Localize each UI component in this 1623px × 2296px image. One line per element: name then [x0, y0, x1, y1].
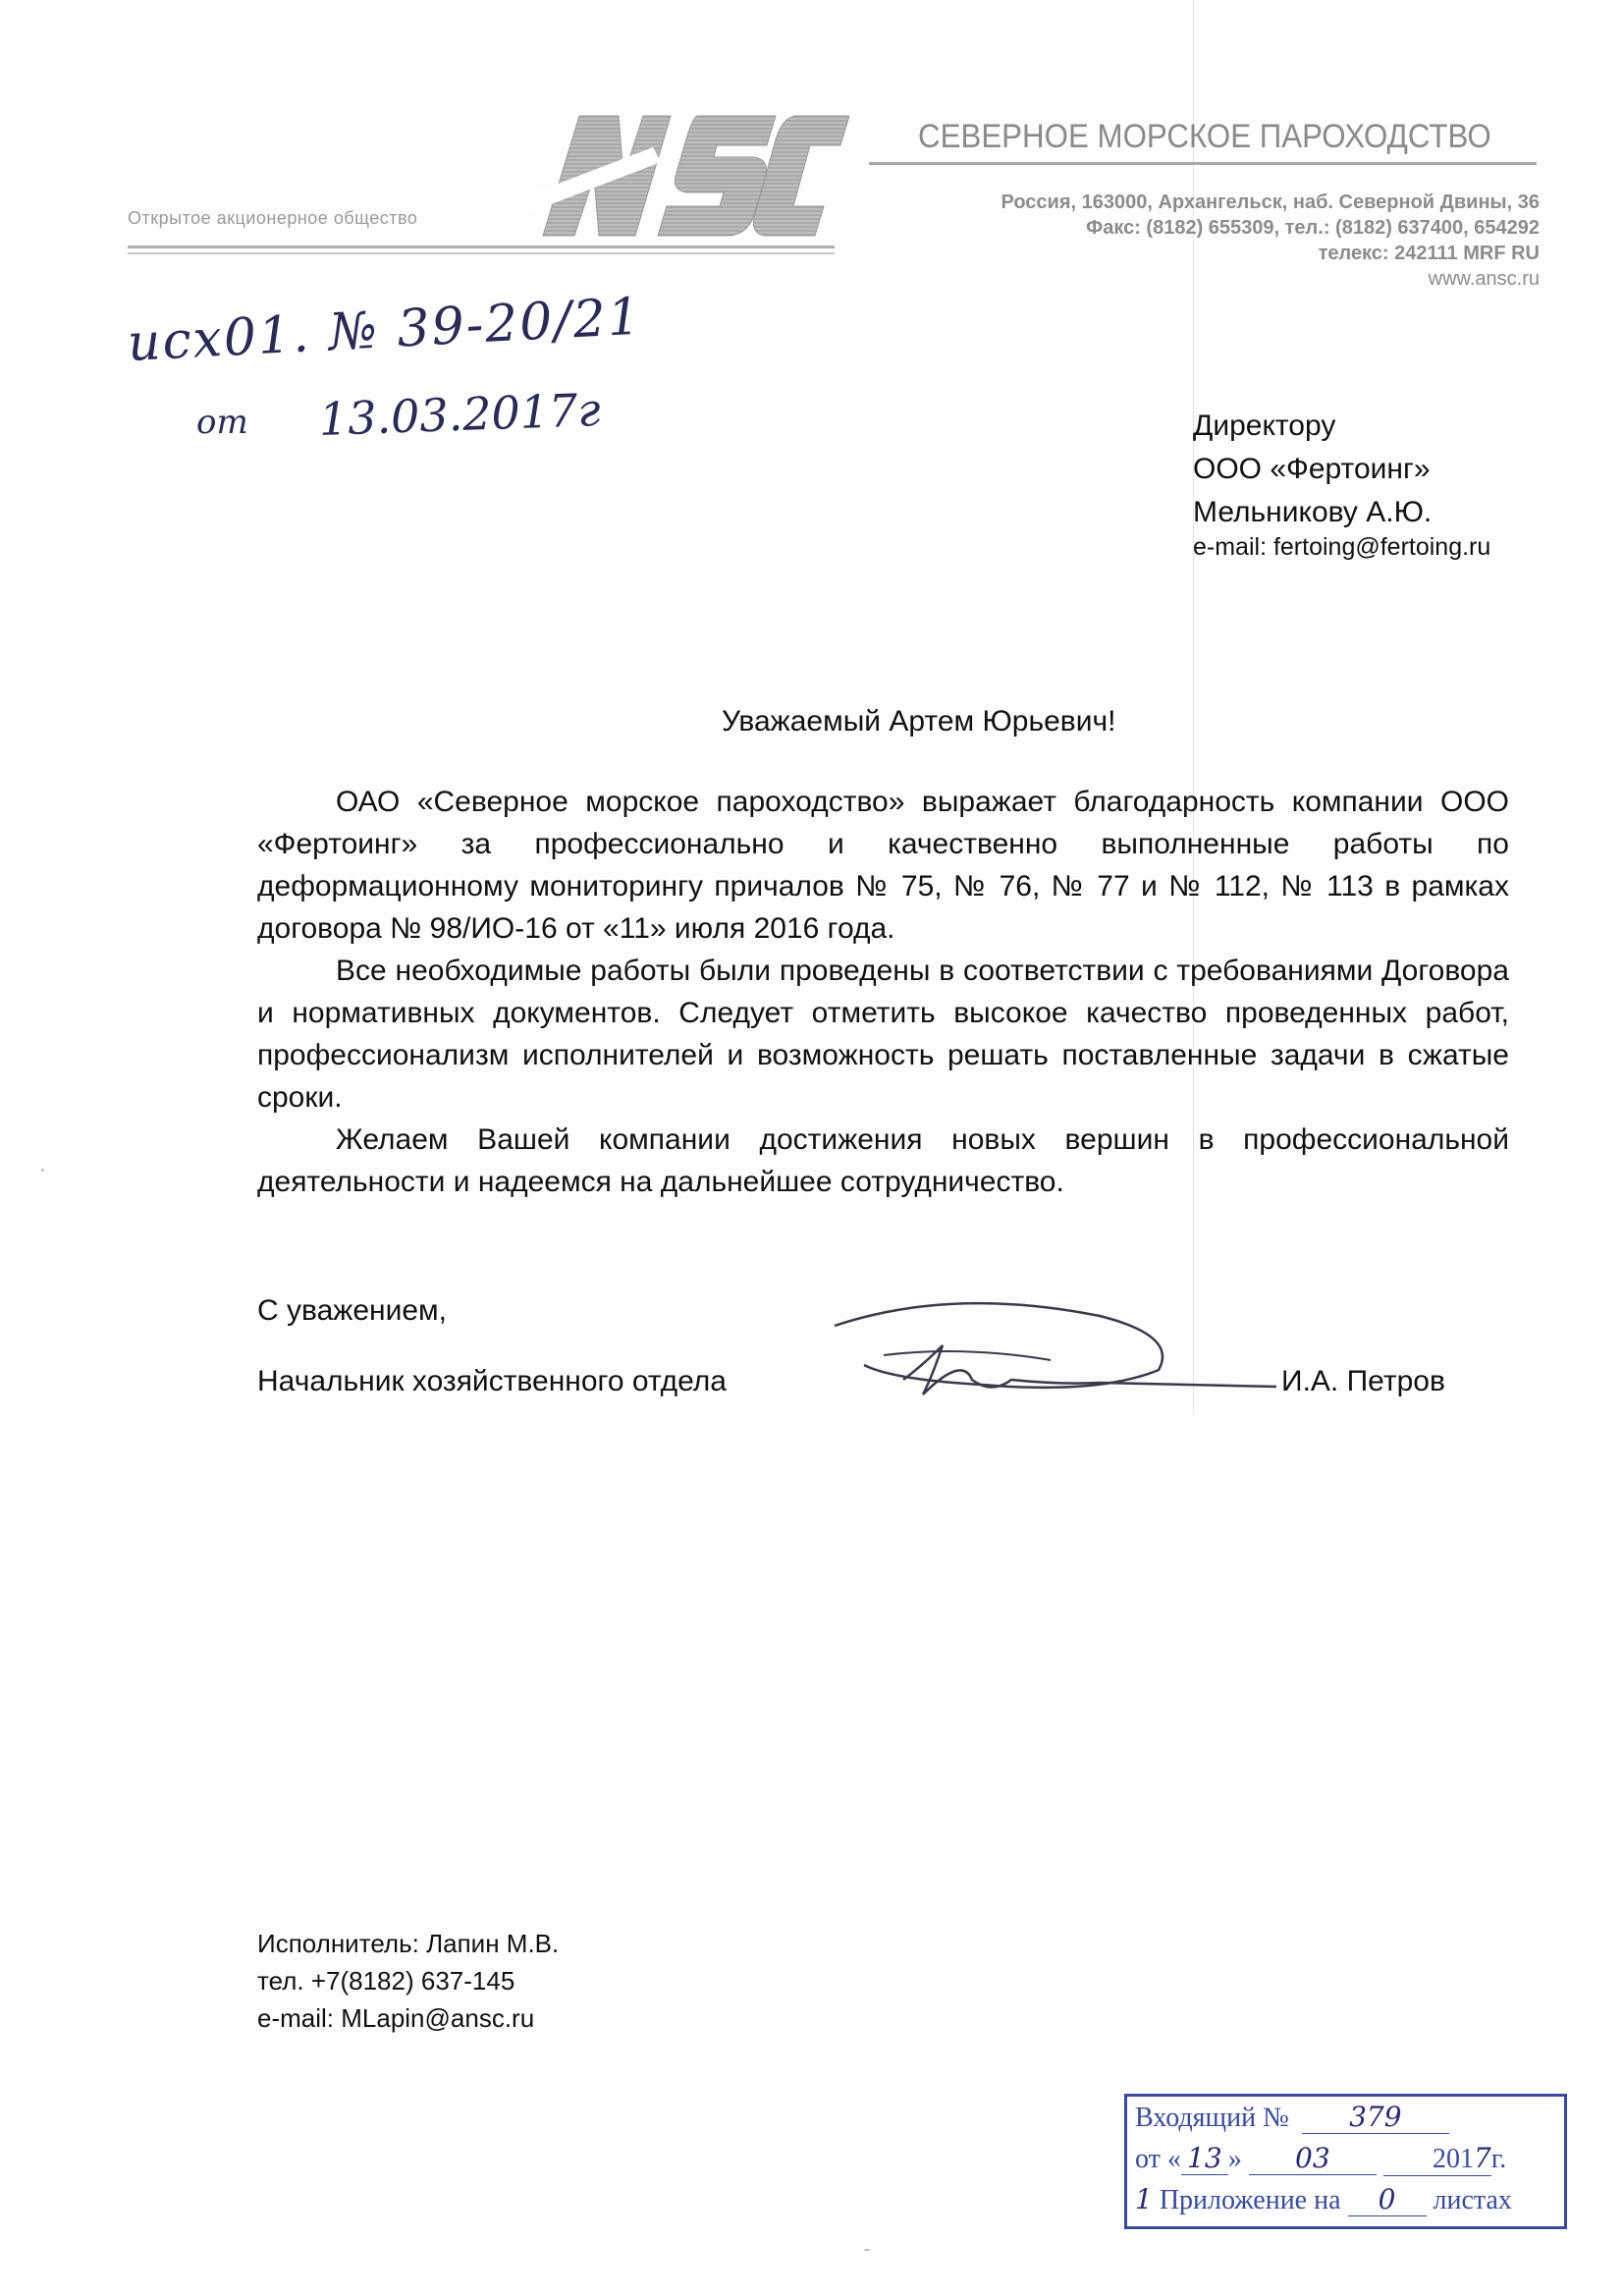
performer-email: e-mail: MLapin@ansc.ru — [257, 2003, 535, 2033]
signer-name: И.А. Петров — [1281, 1365, 1445, 1397]
header-divider — [128, 246, 835, 248]
company-website: www.ansc.ru — [1428, 268, 1540, 290]
stamp-attachment-count: 1 — [1135, 2183, 1153, 2215]
stamp-sheets-label: листах — [1433, 2185, 1512, 2215]
company-name-underline — [869, 162, 1537, 165]
letter-body — [257, 781, 1509, 1203]
salutation: Уважаемый Артем Юрьевич! — [722, 705, 1116, 738]
nsc-logo — [525, 108, 849, 241]
handwritten-date-prefix: от — [196, 403, 248, 442]
body-paragraph: ОАО «Северное морское пароходство» выражает благодарность компании ООО «Фертоинг» за профессионально и качественно выполненные работы по деформационному мониторингу причалов № 75, № 76, № 77 и № 112, № 113 в рамках договора № 98/ИО-16 от «11» июля 2016 года. — [257, 786, 1509, 945]
company-telex: телекс: 242111 MRF RU — [1318, 243, 1540, 264]
stamp-date-line — [1135, 2142, 1506, 2176]
recipient-block — [1193, 405, 1432, 534]
signer-position: Начальник хозяйственного отдела — [257, 1365, 727, 1397]
scan-artifact-dot — [41, 1169, 44, 1172]
body-paragraph: Все необходимые работы были проведены в соответствии с требованиями Договора и нормативных документов. Следует отметить высокое качество проведенных работ, профессионализм исполнителей и возможность решать поставленные задачи в сжатые сроки. — [257, 955, 1509, 1114]
scan-artifact-dot — [864, 2249, 870, 2251]
performer-phone: тел. +7(8182) 637-145 — [257, 1966, 515, 1995]
stamp-date-quote: » — [1227, 2144, 1242, 2174]
company-address: Россия, 163000, Архангельск, наб. Северной Двины, 36 — [1001, 191, 1540, 213]
recipient-title: Директору — [1193, 410, 1336, 442]
handwritten-outgoing-number: исх01. № 39-20/21 — [126, 287, 644, 373]
body-paragraph: Желаем Вашей компании достижения новых вершин в профессиональной деятельности и надеемся на дальнейшее сотрудничество. — [257, 1123, 1509, 1198]
org-type-label: Открытое акционерное общество — [128, 208, 418, 228]
recipient-name: Мельникову А.Ю. — [1193, 496, 1433, 528]
handwritten-outgoing-date: 13.03.2017г — [318, 383, 602, 446]
performer-name: Исполнитель: Лапин М.В. — [257, 1929, 560, 1958]
stamp-attachment-label: Приложение на — [1159, 2185, 1341, 2215]
stamp-incoming-line — [1135, 2101, 1449, 2134]
stamp-incoming-label: Входящий № — [1135, 2103, 1289, 2133]
stamp-day: 13 — [1181, 2142, 1228, 2175]
stamp-incoming-number: 379 — [1302, 2101, 1449, 2134]
stamp-month: 03 — [1249, 2142, 1377, 2175]
stamp-attachment-line — [1135, 2183, 1512, 2216]
stamp-year: 2017 — [1383, 2142, 1491, 2176]
recipient-email: e-mail: fertoing@fertoing.ru — [1193, 533, 1491, 561]
handwritten-signature — [805, 1286, 1296, 1414]
company-fax-phone: Факс: (8182) 655309, тел.: (8182) 637400, 654292 — [1086, 217, 1540, 239]
closing-phrase: С уважением, — [257, 1294, 448, 1327]
incoming-registration-stamp — [1124, 2094, 1567, 2229]
header-divider — [128, 252, 835, 254]
stamp-sheets-count: 0 — [1348, 2183, 1427, 2216]
stamp-date-prefix: от « — [1135, 2144, 1181, 2174]
company-name: СЕВЕРНОЕ МОРСКОЕ ПАРОХОДСТВО — [918, 118, 1491, 155]
stamp-year-suffix: г. — [1490, 2144, 1507, 2174]
performer-block — [257, 1925, 559, 2037]
recipient-company: ООО «Фертоинг» — [1193, 453, 1431, 485]
